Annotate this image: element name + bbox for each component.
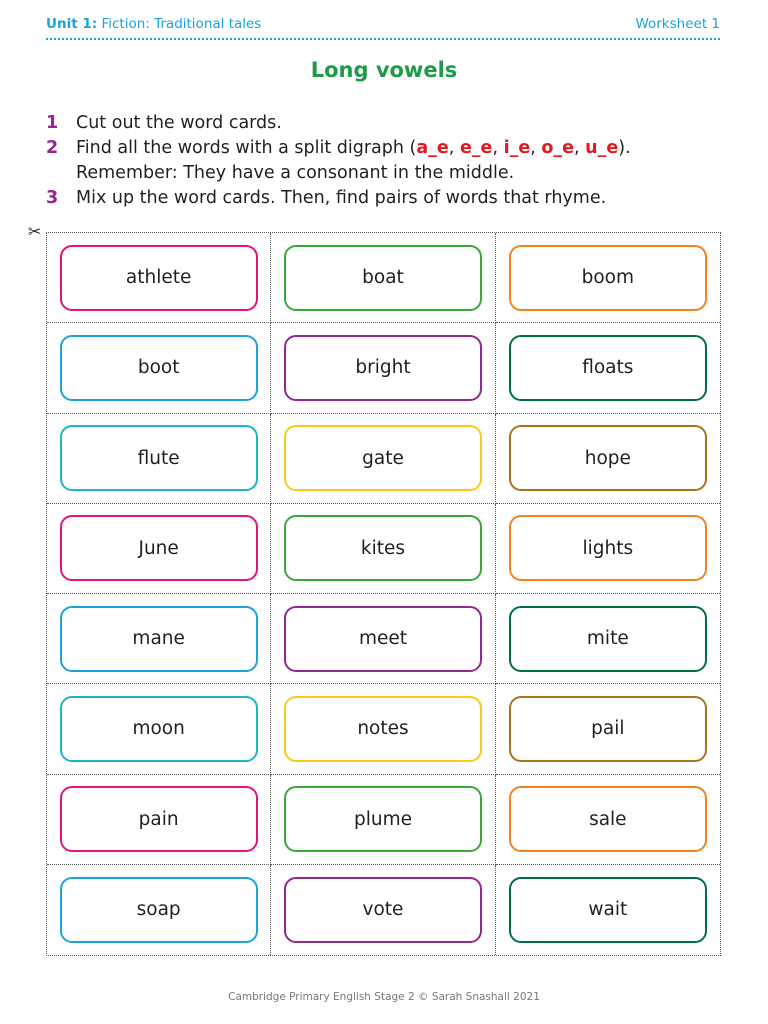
word-card: mite (509, 606, 707, 672)
card-cell (271, 775, 495, 865)
instruction-text: Remember: They have a consonant in the middle. (76, 163, 515, 183)
word-card: wait (509, 877, 707, 943)
word-card: hope (509, 425, 707, 491)
digraph: e_e (459, 138, 493, 158)
word-card: moon (60, 696, 258, 762)
card-cell (496, 594, 720, 684)
word-card: notes (284, 696, 482, 762)
card-cell (47, 775, 271, 865)
word-card: vote (284, 877, 482, 943)
card-cell (47, 233, 271, 323)
word-card: mane (60, 606, 258, 672)
word-card: flute (60, 425, 258, 491)
card-cell (47, 414, 271, 504)
card-cell (496, 684, 720, 774)
digraph: u_e (585, 138, 619, 158)
instruction-text: Mix up the word cards. Then, find pairs of words that rhyme. (76, 188, 607, 208)
card-cell (271, 684, 495, 774)
word-card: athlete (60, 245, 258, 311)
instruction-text: Find all the words with a split digraph ( (76, 138, 417, 158)
page-title: Long vowels (310, 58, 458, 82)
instruction-text: Cut out the word cards. (76, 113, 282, 133)
unit-heading (46, 16, 261, 32)
unit-label: Unit 1: (46, 16, 98, 32)
instruction-number: 3 (46, 188, 59, 208)
card-cell (271, 414, 495, 504)
separator: , (574, 138, 586, 158)
card-cell (47, 684, 271, 774)
card-cell (47, 865, 271, 955)
instruction-number: 2 (46, 138, 59, 158)
word-card: bright (284, 335, 482, 401)
word-card: floats (509, 335, 707, 401)
separator: , (448, 138, 460, 158)
word-card: meet (284, 606, 482, 672)
word-card: June (60, 515, 258, 581)
card-cell (496, 414, 720, 504)
card-cell (271, 504, 495, 594)
card-cell (496, 233, 720, 323)
card-cell (271, 594, 495, 684)
word-card: boom (509, 245, 707, 311)
word-card: pain (60, 786, 258, 852)
scissors-icon: ✂ (28, 222, 42, 241)
digraph: i_e (503, 138, 531, 158)
word-card: boot (60, 335, 258, 401)
word-card: soap (60, 877, 258, 943)
separator: , (492, 138, 504, 158)
instruction-1 (46, 111, 736, 136)
card-cell (496, 323, 720, 413)
word-card-grid (46, 232, 721, 956)
card-cell (47, 323, 271, 413)
word-card: pail (509, 696, 707, 762)
digraph: a_e (416, 138, 449, 158)
instruction-3 (46, 186, 736, 211)
page-header (46, 14, 720, 40)
card-cell (47, 594, 271, 684)
instruction-2 (46, 136, 736, 186)
word-card: gate (284, 425, 482, 491)
card-cell (271, 233, 495, 323)
card-cell (496, 504, 720, 594)
word-card: kites (284, 515, 482, 581)
word-card: boat (284, 245, 482, 311)
instruction-text: ). (618, 138, 631, 158)
instructions (46, 111, 736, 211)
card-cell (271, 865, 495, 955)
card-cell (496, 865, 720, 955)
unit-title: Fiction: Traditional tales (101, 16, 262, 32)
card-cell (47, 504, 271, 594)
separator: , (530, 138, 542, 158)
digraph: o_e (541, 138, 574, 158)
word-card: plume (284, 786, 482, 852)
worksheet-label: Worksheet 1 (635, 16, 720, 32)
instruction-number: 1 (46, 113, 59, 133)
card-cell (271, 323, 495, 413)
word-card: lights (509, 515, 707, 581)
footer-copyright: Cambridge Primary English Stage 2 © Sarah Snashall 2021 (228, 991, 540, 1003)
word-card: sale (509, 786, 707, 852)
card-cell (496, 775, 720, 865)
